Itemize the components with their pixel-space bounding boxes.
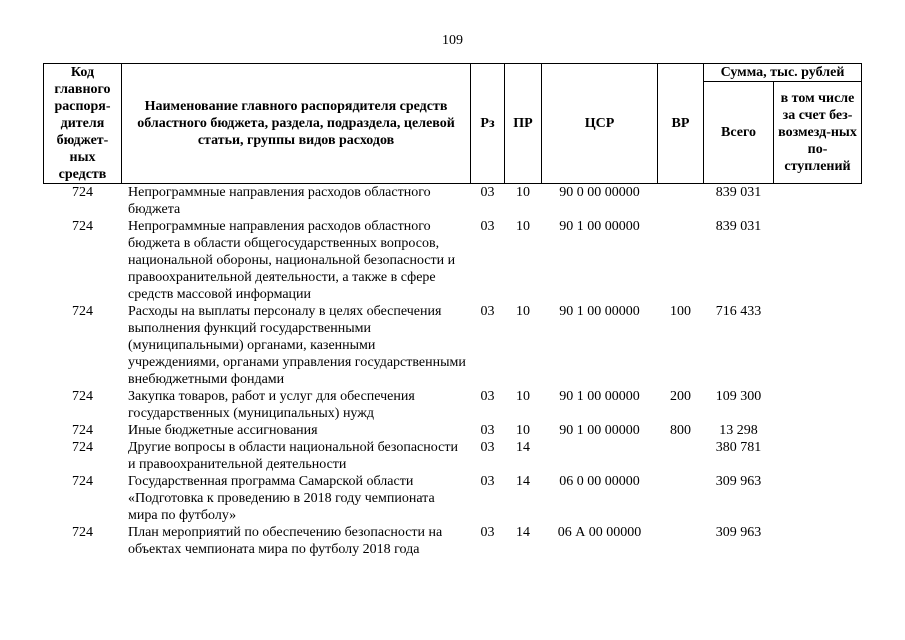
cell-code: 724 xyxy=(72,423,93,438)
table-row xyxy=(44,184,862,219)
cell-pr: 14 xyxy=(516,525,530,540)
cell-name: Расходы на выплаты персоналу в целях обеспечения выполнения функций государственными (муниципальными) органами, казенными учреждениями, органами управления государственными внебюджетными фондами xyxy=(128,304,466,387)
cell-csr: 90 1 00 00000 xyxy=(559,304,640,319)
cell-free xyxy=(774,524,862,558)
cell-code: 724 xyxy=(72,440,93,455)
cell-rz: 03 xyxy=(480,474,495,489)
cell-name: План мероприятий по обеспечению безопасности на объектах чемпионата мира по футболу 2018 года xyxy=(128,525,443,557)
cell-code: 724 xyxy=(72,525,93,540)
table-row xyxy=(44,422,862,439)
cell-name: Непрограммные направления расходов областного бюджета в области общегосударственных вопросов, национальной обороны, национальной безопасности и правоохранительной деятельности, а также в сфере средств массовой информации xyxy=(128,219,456,302)
cell-rz: 03 xyxy=(480,423,495,438)
cell-rz: 03 xyxy=(480,219,495,234)
cell-code: 724 xyxy=(72,185,93,200)
header-csr: ЦСР xyxy=(542,64,658,184)
cell-total: 309 963 xyxy=(715,474,762,489)
cell-free xyxy=(774,303,862,388)
cell-csr: 90 1 00 00000 xyxy=(559,423,640,438)
cell-total: 716 433 xyxy=(715,304,762,319)
cell-pr: 10 xyxy=(516,219,530,234)
cell-pr: 10 xyxy=(516,389,530,404)
header-name: Наименование главного распорядителя средств областного бюджета, раздела, подраздела, целевой статьи, группы видов расходов xyxy=(122,64,471,184)
budget-table xyxy=(43,63,862,558)
cell-rz: 03 xyxy=(480,304,495,319)
cell-vr xyxy=(658,218,704,303)
table-row xyxy=(44,218,862,303)
cell-free xyxy=(774,422,862,439)
header-free: в том числе за счет без-возмезд-ных по-ступлений xyxy=(774,82,862,184)
cell-code: 724 xyxy=(72,474,93,489)
header-total: Всего xyxy=(704,82,774,184)
page-number: 109 xyxy=(442,33,463,48)
cell-free xyxy=(774,473,862,524)
table-row xyxy=(44,388,862,422)
cell-vr xyxy=(658,473,704,524)
header-sum-group: Сумма, тыс. рублей xyxy=(704,64,862,82)
header-pr: ПР xyxy=(505,64,542,184)
cell-csr: 90 0 00 00000 xyxy=(559,185,640,200)
cell-pr: 14 xyxy=(516,474,530,489)
cell-rz: 03 xyxy=(480,185,495,200)
cell-name: Другие вопросы в области национальной безопасности и правоохранительной деятельности xyxy=(128,440,458,472)
cell-name: Иные бюджетные ассигнования xyxy=(128,423,318,438)
cell-csr xyxy=(542,439,658,473)
cell-vr xyxy=(658,184,704,219)
cell-free xyxy=(774,184,862,219)
cell-code: 724 xyxy=(72,389,93,404)
cell-pr: 10 xyxy=(516,185,530,200)
cell-total: 309 963 xyxy=(715,525,762,540)
header-vr: ВР xyxy=(658,64,704,184)
cell-vr xyxy=(658,439,704,473)
header-rz: Рз xyxy=(471,64,505,184)
cell-free xyxy=(774,388,862,422)
cell-total: 380 781 xyxy=(715,440,762,455)
cell-code: 724 xyxy=(72,304,93,319)
cell-free xyxy=(774,439,862,473)
cell-vr: 100 xyxy=(670,304,691,319)
cell-name: Государственная программа Самарской области «Подготовка к проведению в 2018 году чемпионата мира по футболу» xyxy=(128,474,435,523)
cell-vr: 200 xyxy=(670,389,691,404)
cell-rz: 03 xyxy=(480,389,495,404)
cell-rz: 03 xyxy=(480,525,495,540)
cell-csr: 06 А 00 00000 xyxy=(557,525,642,540)
table-row xyxy=(44,473,862,524)
cell-total: 109 300 xyxy=(715,389,762,404)
cell-pr: 10 xyxy=(516,304,530,319)
header-code: Код главного распоря-дителя бюджет-ных средств xyxy=(44,64,122,184)
cell-csr: 90 1 00 00000 xyxy=(559,389,640,404)
cell-free xyxy=(774,218,862,303)
cell-csr: 90 1 00 00000 xyxy=(559,219,640,234)
table-row xyxy=(44,303,862,388)
cell-rz: 03 xyxy=(480,440,495,455)
cell-name: Непрограммные направления расходов областного бюджета xyxy=(128,185,431,217)
cell-vr xyxy=(658,524,704,558)
cell-total: 839 031 xyxy=(715,185,762,200)
cell-code: 724 xyxy=(72,219,93,234)
cell-pr: 14 xyxy=(516,440,530,455)
cell-name: Закупка товаров, работ и услуг для обеспечения государственных (муниципальных) нужд xyxy=(128,389,415,421)
cell-csr: 06 0 00 00000 xyxy=(559,474,640,489)
cell-pr: 10 xyxy=(516,423,530,438)
cell-vr: 800 xyxy=(670,423,691,438)
cell-total: 13 298 xyxy=(719,423,758,438)
table-row xyxy=(44,524,862,558)
cell-total: 839 031 xyxy=(715,219,762,234)
table-row xyxy=(44,439,862,473)
